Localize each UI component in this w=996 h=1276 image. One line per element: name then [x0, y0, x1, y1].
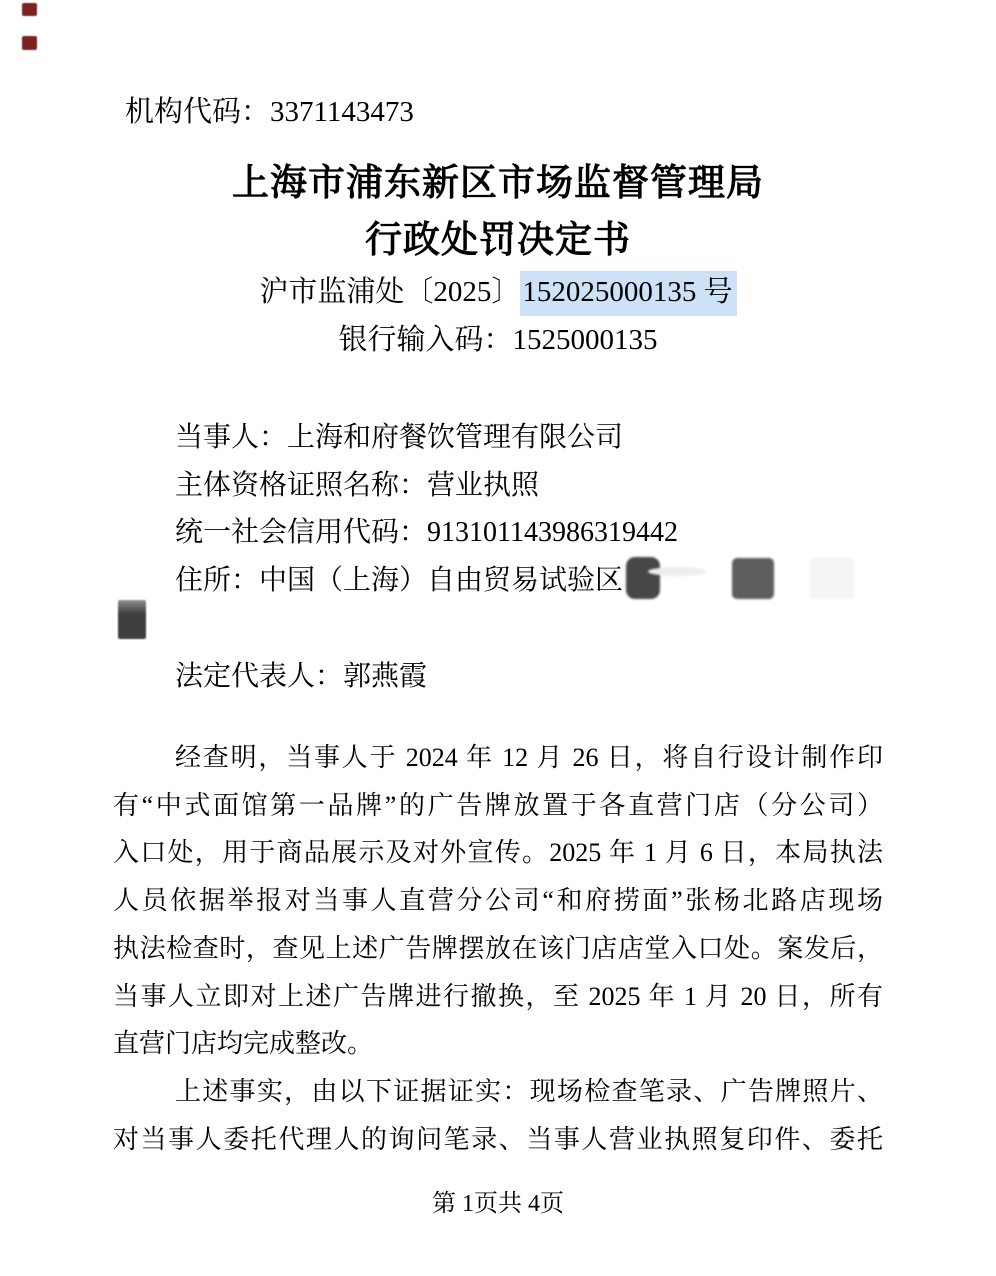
corner-mark-bottom: [22, 36, 37, 50]
body-paragraph-1: [113, 734, 883, 1068]
org-code-line: 机构代码：3371143473: [125, 96, 414, 128]
body-line: 人员依据举报对当事人直营分公司“和府捞面”张杨北路店现场: [113, 886, 883, 916]
body-line: 执法检查时，查见上述广告牌摆放在该门店店堂入口处。案发后，: [113, 933, 883, 963]
case-number-highlight: 152025000135 号: [520, 271, 736, 316]
document-body: [113, 734, 883, 1163]
address-text: 住所：中国（上海）自由贸易试验区: [175, 565, 624, 597]
body-line: 上述事实，由以下证据证实：现场检查笔录、广告牌照片、: [175, 1076, 883, 1106]
redaction-box-4: [118, 600, 146, 639]
legal-rep-line: 法定代表人：郭燕霞: [175, 660, 428, 692]
body-line: 直营门店均完成整改。: [113, 1029, 374, 1059]
page-footer: 第 1页共 4页: [432, 1191, 564, 1217]
case-number-line: [0, 271, 996, 313]
scan-smudge: [648, 567, 706, 576]
redaction-box-3: [810, 557, 854, 599]
bank-code-line: 银行输入码：1525000135: [338, 324, 658, 356]
credit-code-line: 统一社会信用代码：913101143986319442: [175, 517, 678, 549]
body-line: 有“中式面馆第一品牌”的广告牌放置于各直营门店（分公司）: [113, 790, 883, 820]
redaction-box-2: [732, 558, 774, 599]
body-line: 入口处，用于商品展示及对外宣传。2025 年 1 月 6 日，本局执法: [113, 838, 883, 868]
body-line: 经查明，当事人于 2024 年 12 月 26 日，将自行设计制作印: [175, 743, 883, 772]
address-line: [113, 557, 903, 605]
license-type-line: 主体资格证照名称：营业执照: [175, 469, 540, 501]
party-info-block: [113, 414, 903, 700]
body-paragraph-2: [113, 1068, 883, 1163]
doc-title-line-1: 上海市浦东新区市场监督管理局: [232, 163, 764, 204]
case-number-prefix: 沪市监浦处〔2025〕: [259, 276, 521, 308]
party-name-line: 当事人：上海和府餐饮管理有限公司: [175, 422, 624, 453]
corner-mark-top: [22, 3, 37, 16]
redaction-box-1: [626, 557, 660, 599]
body-line: 对当事人委托代理人的询问笔录、当事人营业执照复印件、委托: [113, 1124, 883, 1154]
doc-title-line-2: 行政处罚决定书: [365, 220, 631, 261]
body-line: 当事人立即对上述广告牌进行撤换，至 2025 年 1 月 20 日，所有: [113, 981, 883, 1011]
